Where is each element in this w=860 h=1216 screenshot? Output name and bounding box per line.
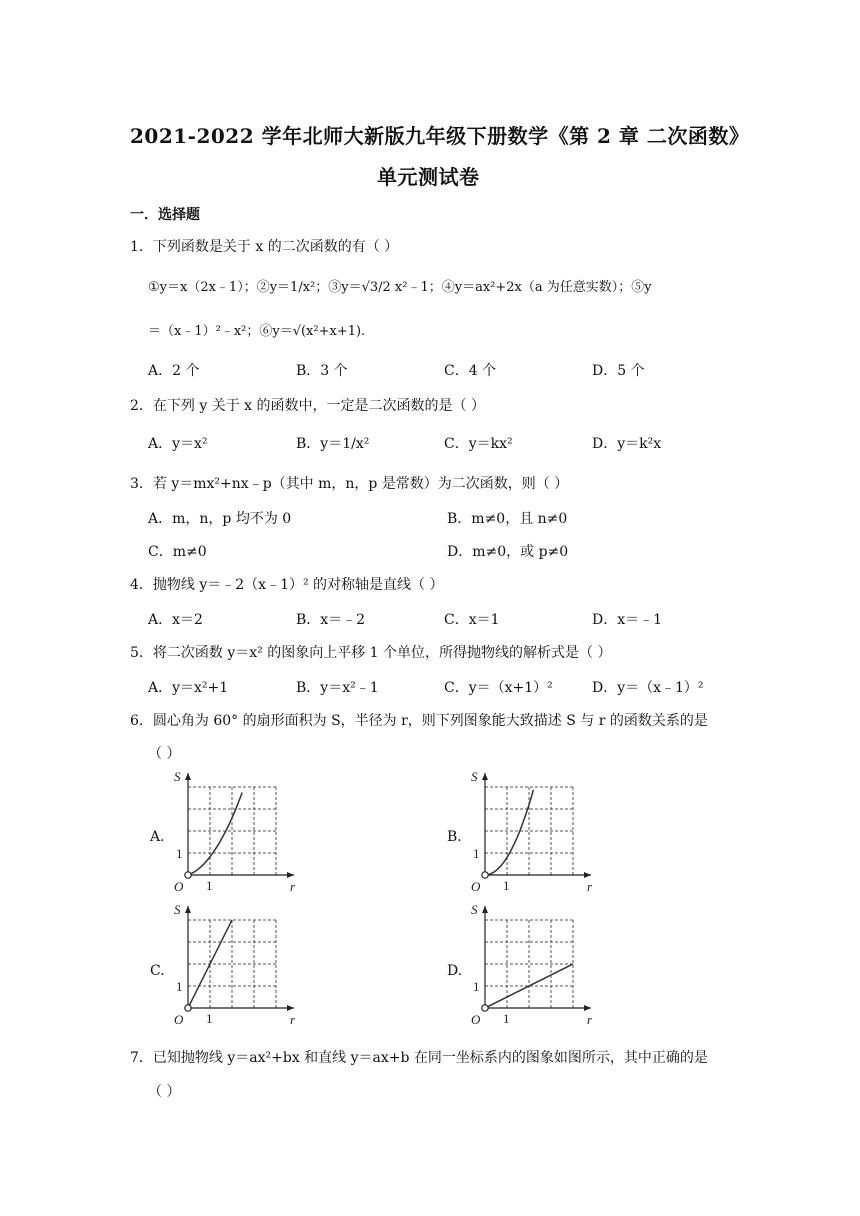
y-axis-label: S: [174, 903, 181, 917]
x-unit-label: 1: [206, 878, 213, 893]
y-unit-label: 1: [473, 979, 480, 994]
y-unit-label: 1: [176, 846, 183, 861]
x-axis-label: r: [290, 879, 296, 894]
question-1-functions-line: ＝（x﹣1）²﹣x²；⑥y＝√(x²+x+1).: [148, 324, 366, 339]
origin-point: [482, 872, 488, 878]
y-unit-label: 1: [473, 846, 480, 861]
graph-b: [463, 770, 593, 900]
graph-option-label[interactable]: D.: [447, 963, 463, 979]
question-5-stem: 5．将二次函数 y＝x² 的图象向上平移 1 个单位，所得抛物线的解析式是（ ）: [130, 645, 612, 661]
question-1-stem: 1．下列函数是关于 x 的二次函数的有（ ）: [130, 239, 399, 255]
graph-option-label[interactable]: B.: [447, 829, 462, 845]
option-a[interactable]: A．x＝2: [148, 612, 203, 628]
origin-label: O: [174, 879, 184, 894]
question-1-functions-line: ①y＝x（2x﹣1）；②y＝1/x²；③y＝√3/2 x²﹣1；④y＝ax²+2x（a 为任意实数）；⑤y: [148, 280, 652, 295]
option-b[interactable]: B．y＝x²﹣1: [296, 680, 379, 696]
origin-point: [482, 1005, 488, 1011]
option-a[interactable]: A．m，n，p 均不为 0: [148, 511, 292, 527]
option-c[interactable]: C．y＝kx²: [444, 436, 513, 452]
graph-option-label[interactable]: C.: [150, 963, 165, 979]
y-axis-label: S: [471, 770, 478, 784]
option-c[interactable]: C．4 个: [444, 363, 497, 379]
x-axis-arrow: [584, 1005, 591, 1011]
option-b[interactable]: B．3 个: [296, 363, 348, 379]
answer-paren: （ ）: [148, 746, 181, 762]
graph-c: [166, 903, 296, 1033]
option-a[interactable]: A．y＝x²: [148, 436, 208, 452]
x-unit-label: 1: [503, 878, 510, 893]
origin-label: O: [174, 1012, 184, 1027]
graph-option-label[interactable]: A.: [150, 829, 165, 845]
graph-d: [463, 903, 593, 1033]
origin-point: [185, 1005, 191, 1011]
option-d[interactable]: D．5 个: [592, 363, 645, 379]
page-subtitle: 单元测试卷: [377, 165, 480, 189]
option-b[interactable]: B．x＝﹣2: [296, 612, 366, 628]
y-axis-arrow: [185, 906, 191, 913]
y-axis-label: S: [471, 903, 478, 917]
y-unit-label: 1: [176, 979, 183, 994]
option-c[interactable]: C．x＝1: [444, 612, 500, 628]
y-axis-arrow: [185, 773, 191, 780]
y-axis-label: S: [174, 770, 181, 784]
function-curve: [188, 793, 242, 876]
section-label: 一．选择题: [130, 207, 200, 223]
x-axis-label: r: [290, 1012, 296, 1027]
x-unit-label: 1: [206, 1011, 213, 1026]
option-d[interactable]: D．y＝（x﹣1）²: [592, 680, 704, 696]
y-axis-arrow: [482, 773, 488, 780]
question-6-stem: 6．圆心角为 60° 的扇形面积为 S，半径为 r，则下列图象能大致描述 S 与 r 的函数关系的是: [130, 713, 708, 729]
option-d[interactable]: D．y＝k²x: [592, 436, 662, 452]
function-curve: [485, 790, 533, 875]
option-b[interactable]: B．m≠0，且 n≠0: [447, 511, 568, 527]
option-a[interactable]: A．2 个: [148, 363, 200, 379]
option-d[interactable]: D．m≠0，或 p≠0: [447, 544, 569, 560]
x-axis-arrow: [584, 872, 591, 878]
question-2-stem: 2．在下列 y 关于 x 的函数中，一定是二次函数的是（ ）: [130, 398, 485, 414]
page-title: 2021-2022 学年北师大新版九年级下册数学《第 2 章 二次函数》: [130, 124, 750, 148]
origin-label: O: [471, 1012, 481, 1027]
option-a[interactable]: A．y＝x²+1: [148, 680, 229, 696]
graph-a: [166, 770, 296, 900]
question-3-stem: 3．若 y＝mx²+nx﹣p（其中 m，n，p 是常数）为二次函数，则（ ）: [130, 476, 569, 492]
x-axis-label: r: [587, 1012, 593, 1027]
question-7-stem: 7．已知抛物线 y＝ax²+bx 和直线 y＝ax+b 在同一坐标系内的图象如图所示，其中正确的是: [130, 1050, 708, 1066]
x-axis-label: r: [587, 879, 593, 894]
question-4-stem: 4．抛物线 y＝﹣2（x﹣1）² 的对称轴是直线（ ）: [130, 577, 444, 593]
origin-point: [185, 872, 191, 878]
x-axis-arrow: [287, 872, 294, 878]
x-axis-arrow: [287, 1005, 294, 1011]
x-unit-label: 1: [503, 1011, 510, 1026]
option-c[interactable]: C．y＝（x+1）²: [444, 680, 553, 696]
option-d[interactable]: D．x＝﹣1: [592, 612, 663, 628]
option-b[interactable]: B．y＝1/x²: [296, 436, 370, 452]
origin-label: O: [471, 879, 481, 894]
y-axis-arrow: [482, 906, 488, 913]
answer-paren: （ ）: [148, 1084, 181, 1100]
option-c[interactable]: C．m≠0: [148, 544, 207, 560]
